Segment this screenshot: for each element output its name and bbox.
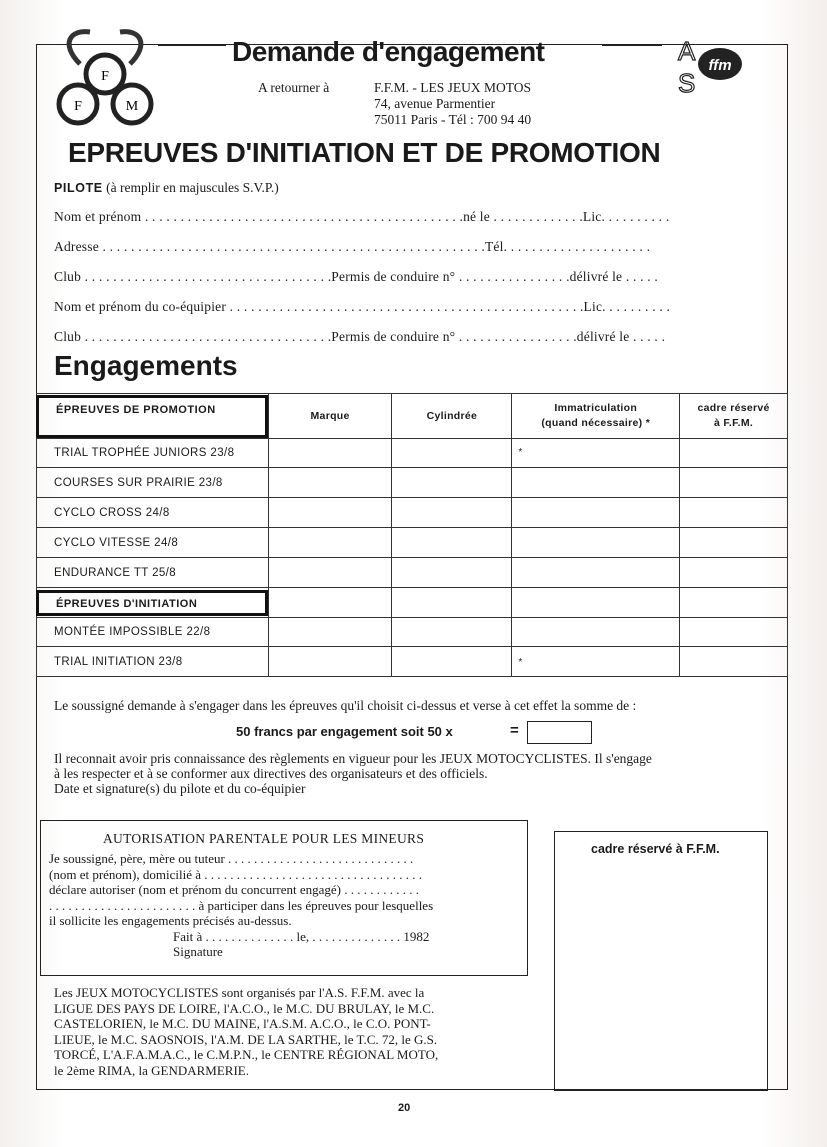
ffm-wreath-logo (50, 24, 160, 134)
field-adresse[interactable]: Adresse . . . . . . . . . . . . . . . . . . . . . . . . . . . . . . . . . . . . . . . . . . . . . . . . . . . . . .Tél. . . . . . . . . . . . . . . . . . . . . (54, 239, 651, 254)
cylindree-cell[interactable] (392, 528, 512, 558)
cylindree-cell (392, 588, 512, 618)
table-row (37, 618, 788, 647)
paragraph-line: à les respecter et à se conformer aux directives des organisateurs et des officiels. (54, 766, 488, 781)
fee-text: 50 francs par engagement soit 50 x (236, 724, 453, 739)
pilote-heading (54, 180, 279, 196)
authorisation-line[interactable]: . . . . . . . . . . . . . . . . . . . . . . . à participer dans les épreuves pour lesquelles (49, 897, 434, 913)
cadre-cell (680, 528, 788, 558)
immat-cell[interactable] (512, 558, 680, 588)
cadre-cell (680, 647, 788, 677)
field-nom-prenom[interactable]: Nom et prénom . . . . . . . . . . . . . . . . . . . . . . . . . . . . . . . . . . . . . . . . . . . . .né le . . . . . . . . . . . . .Lic. . . . . . . . . . (54, 209, 670, 224)
marque-cell[interactable] (268, 498, 392, 528)
cadre-cell (680, 588, 788, 618)
table-row (37, 439, 788, 468)
field-coequipier[interactable]: Nom et prénom du co-équipier . . . . . . . . . . . . . . . . . . . . . . . . . . . . . . . . . . . . . . . . . . . . . . . . . .Lic. . . . . . . . . . (54, 299, 671, 314)
cylindree-cell[interactable] (392, 468, 512, 498)
return-address (374, 80, 531, 128)
marque-cell[interactable] (268, 528, 392, 558)
pilote-note: (à remplir en majuscules S.V.P.) (106, 180, 279, 195)
promotion-header-box: ÉPREUVES DE PROMOTION (36, 395, 268, 438)
reserved-ffm-box (554, 831, 768, 1091)
cylindree-cell[interactable] (392, 558, 512, 588)
cadre-cell (680, 618, 788, 647)
event-label: COURSES SUR PRAIRIE 23/8 (37, 468, 269, 498)
table-row (37, 528, 788, 558)
table-row (37, 468, 788, 498)
address-line: F.F.M. - LES JEUX MOTOS (374, 80, 531, 95)
event-label: CYCLO CROSS 24/8 (37, 498, 269, 528)
organisers-paragraph: Les JEUX MOTOCYCLISTES sont organisés par l'A.S. F.F.M. avec la LIGUE DES PAYS DE LOIRE, l'A.C.O., le M.C. DU BRULAY, le M.C. CASTELORIEN, le M.C. DU MAINE, l'A.S.M. A.C.O., le C.O. PONT- LIEUE, le M.C. SAOSNOIS, l'A.M. DE LA SARTHE, le T.C. 72, le G.S. TORCÉ, L'A.F.A.M.A.C., le C.M.P.N., le CENTRE RÉGIONAL MOTO, le 2ème RIMA, la GENDARMERIE. (54, 985, 439, 1078)
immat-cell[interactable] (512, 468, 680, 498)
svg-text:S: S (678, 68, 696, 98)
svg-text:ffm: ffm (708, 57, 732, 74)
return-label: A retourner à (258, 80, 330, 95)
signature-line[interactable]: Date et signature(s) du pilote et du co-équipier (54, 781, 306, 796)
asffm-logo (664, 32, 748, 98)
svg-text:A: A (678, 36, 696, 66)
table-row (37, 647, 788, 677)
cadre-cell (680, 498, 788, 528)
immat-cell[interactable] (512, 498, 680, 528)
marque-cell[interactable] (268, 647, 392, 677)
marque-cell (268, 588, 392, 618)
initiation-header-box: ÉPREUVES D'INITIATION (36, 590, 268, 616)
authorisation-line[interactable]: Je soussigné, père, mère ou tuteur . . . . . . . . . . . . . . . . . . . . . . . . . . . . . (49, 851, 414, 866)
address-line: 74, avenue Parmentier (374, 96, 496, 111)
event-label: TRIAL INITIATION 23/8 (37, 647, 269, 677)
cadre-cell (680, 439, 788, 468)
immat-cell[interactable] (512, 618, 680, 647)
authorisation-line: il sollicite les engagements précisés au-dessus. (49, 913, 292, 928)
cadre-cell (680, 558, 788, 588)
immat-cell (512, 588, 680, 618)
authorisation-line[interactable]: (nom et prénom), domicilié à . . . . . . . . . . . . . . . . . . . . . . . . . . . . . . . . . . (49, 866, 422, 882)
address-line: 75011 Paris - Tél : 700 94 40 (374, 112, 532, 127)
immat-cell[interactable]: * (512, 439, 680, 468)
authorisation-line[interactable]: déclare autoriser (nom et prénom du concurrent engagé) . . . . . . . . . . . . (49, 882, 420, 897)
column-header-marque: Marque (268, 394, 392, 439)
title-rule-left (158, 44, 226, 46)
fait-a-line[interactable]: Fait à . . . . . . . . . . . . . . le, . . . . . . . . . . . . . . 1982 (173, 928, 430, 944)
paragraph-line: Il reconnait avoir pris connaissance des règlements en vigueur pour les JEUX MOTOCYCLISTES. Il s'engage (54, 751, 652, 766)
title-rule-right (602, 44, 662, 46)
engagements-title: Engagements (54, 350, 238, 381)
event-label: ENDURANCE TT 25/8 (37, 558, 269, 588)
pilote-label: PILOTE (54, 181, 103, 195)
cylindree-cell[interactable] (392, 647, 512, 677)
field-club-permis[interactable]: Club . . . . . . . . . . . . . . . . . . . . . . . . . . . . . . . . . . .Permis de conduire n° . . . . . . . . . . . . . . . .délivré le . . . . . (54, 269, 658, 284)
page-number: 20 (398, 1102, 411, 1114)
field-club-permis-coequipier[interactable]: Club . . . . . . . . . . . . . . . . . . . . . . . . . . . . . . . . . . .Permis de conduire n° . . . . . . . . . . . . . . . . .délivré le . . . . . (54, 329, 666, 344)
logo-letter: M (125, 99, 139, 114)
parental-authorisation-box (40, 820, 528, 976)
main-title: EPREUVES D'INITIATION ET DE PROMOTION (68, 137, 661, 168)
cylindree-cell[interactable] (392, 498, 512, 528)
table-row (37, 558, 788, 588)
authorisation-body[interactable] (49, 851, 433, 960)
logo-letter: F (101, 69, 109, 84)
declaration-paragraph (54, 751, 774, 796)
table-row (37, 498, 788, 528)
reserved-ffm-label: cadre réservé à F.F.M. (591, 842, 720, 856)
event-label: TRIAL TROPHÉE JUNIORS 23/8 (37, 439, 269, 468)
equals-sign: = (510, 722, 519, 739)
amount-box[interactable] (527, 721, 592, 744)
marque-cell[interactable] (268, 468, 392, 498)
cadre-cell (680, 468, 788, 498)
cylindree-cell[interactable] (392, 618, 512, 647)
marque-cell[interactable] (268, 618, 392, 647)
form-title: Demande d'engagement (232, 36, 545, 67)
column-header-immatriculation: Immatriculation (quand nécessaire) * (512, 394, 680, 439)
signature-label[interactable]: Signature (173, 944, 223, 959)
event-label: CYCLO VITESSE 24/8 (37, 528, 269, 558)
immat-cell[interactable] (512, 528, 680, 558)
declaration-line: Le soussigné demande à s'engager dans les épreuves qu'il choisit ci-dessus et verse à cet effet la somme de : (54, 698, 637, 713)
marque-cell[interactable] (268, 558, 392, 588)
column-header-cylindree: Cylindrée (392, 394, 512, 439)
cylindree-cell[interactable] (392, 439, 512, 468)
logo-letter: F (74, 99, 82, 114)
immat-cell[interactable]: * (512, 647, 680, 677)
marque-cell[interactable] (268, 439, 392, 468)
event-label: MONTÉE IMPOSSIBLE 22/8 (37, 618, 269, 647)
authorisation-title: AUTORISATION PARENTALE POUR LES MINEURS (103, 831, 425, 846)
column-header-cadre: cadre réservé à F.F.M. (680, 394, 788, 439)
